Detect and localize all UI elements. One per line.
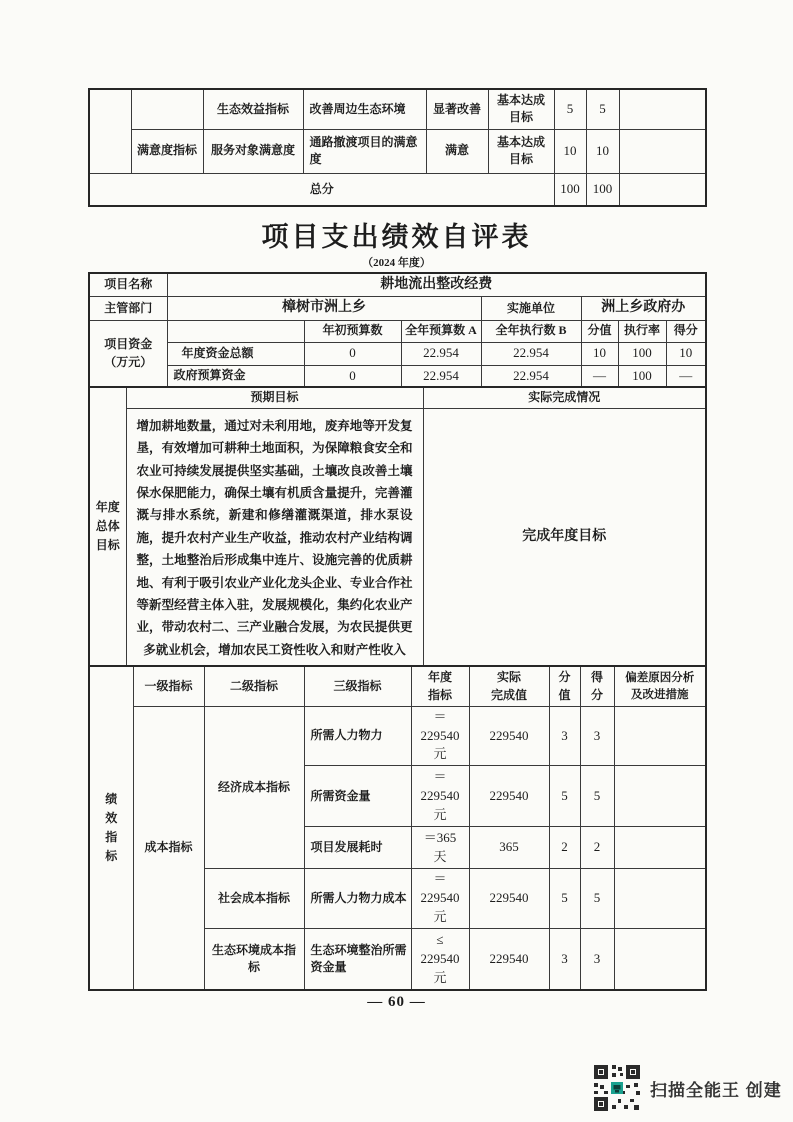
col-points: 得分: [666, 320, 706, 342]
indicator-row: [89, 706, 706, 766]
cell-funds-sub-blank: [167, 320, 304, 342]
col-expected-goal: 预期目标: [126, 387, 423, 408]
cell-deviation: [614, 869, 706, 929]
page-subtitle: （2024 年度）: [362, 257, 431, 269]
cell-level2: 社会成本指标: [204, 869, 304, 929]
cell-score: 5: [549, 869, 580, 929]
cell-total-points: 100: [586, 173, 619, 206]
cell-level3: 生态效益指标: [203, 89, 303, 129]
cell-level3: 所需资金量: [304, 766, 411, 827]
cell-impl: 洲上乡政府办: [581, 297, 706, 320]
col-exec-rate: 执行率: [618, 320, 666, 342]
cell-project-name-label: 项目名称: [89, 273, 167, 297]
goal-header-row: [89, 387, 706, 408]
cell-annual-indicator: ＝365 天: [411, 827, 469, 869]
funds-header-row: [89, 320, 706, 342]
cell-level3: 所需人力物力成本: [304, 869, 411, 929]
indicators-header-row: [89, 666, 706, 706]
cell-actual-value: 229540: [469, 706, 549, 766]
cell-executed: 22.954: [481, 365, 581, 387]
cell-total-deviation: [619, 173, 706, 206]
cell-deviation: [614, 766, 706, 827]
col-level2: 二级指标: [204, 666, 304, 706]
cell-level2-blank: [131, 89, 203, 129]
cell-annual-indicator: ＝ 229540 元: [411, 766, 469, 827]
cell-rate: 100: [618, 342, 666, 365]
cell-score: 3: [549, 706, 580, 766]
cell-score: 2: [549, 827, 580, 869]
carryover-indicator-table: [88, 88, 707, 207]
cell-funds-row-label: 年度资金总额: [167, 342, 304, 365]
scanner-watermark-text: 扫描全能王 创建: [650, 1080, 782, 1100]
cell-budget: 22.954: [401, 342, 481, 365]
col-score: 分值: [581, 320, 618, 342]
col-annual-budget: 全年预算数 A: [401, 320, 481, 342]
cell-annual-value: 显著改善: [426, 89, 488, 129]
cell-level1: 成本指标: [133, 706, 204, 990]
col-annual-indicator: 年度 指标: [411, 666, 469, 706]
cell-actual-value: 基本达成目标: [488, 89, 554, 129]
cell-annual-indicator: ＝ 229540 元: [411, 706, 469, 766]
cell-points: 5: [586, 89, 619, 129]
funds-row: [89, 342, 706, 365]
project-info-section: [88, 272, 707, 388]
self-evaluation-table: [88, 272, 707, 991]
col-annual-executed: 全年执行数 B: [481, 320, 581, 342]
cell-executed: 22.954: [481, 342, 581, 365]
cell-deviation: [619, 129, 706, 173]
col-initial-budget: 年初预算数: [304, 320, 401, 342]
cell-level3: 项目发展耗时: [304, 827, 411, 869]
cell-budget: 22.954: [401, 365, 481, 387]
cell-actual-value: 365: [469, 827, 549, 869]
col-actual-completion: 实际完成情况: [423, 387, 706, 408]
cell-project-name: 耕地流出整改经费: [167, 273, 706, 297]
cell-deviation: [619, 89, 706, 129]
cell-indicators-side-label: [89, 666, 133, 990]
qr-code-icon: [594, 1065, 640, 1111]
cell-indicator: 改善周边生态环境: [303, 89, 426, 129]
cell-annual-indicator: ＝ 229540 元: [411, 869, 469, 929]
cell-total-label: 总分: [89, 173, 554, 206]
cell-deviation: [614, 706, 706, 766]
cell-actual-value: 229540: [469, 766, 549, 827]
cell-dept-label: 主管部门: [89, 297, 167, 320]
page-title: 项目支出绩效自评表: [261, 222, 532, 252]
annual-goal-section: [88, 386, 707, 667]
cell-level3: 所需人力物力: [304, 706, 411, 766]
cell-points: 10: [666, 342, 706, 365]
cell-points: 10: [586, 129, 619, 173]
table-row: [89, 297, 706, 320]
col-actual-value: 实际 完成值: [469, 666, 549, 706]
cell-annual-value: 满意: [426, 129, 488, 173]
cell-level2: 生态环境成本指标: [204, 928, 304, 990]
col-points: 得 分: [580, 666, 614, 706]
cell-score: 3: [549, 928, 580, 990]
cell-indicator: 通路撤渡项目的满意度: [303, 129, 426, 173]
cell-points: 3: [580, 928, 614, 990]
funds-row: [89, 365, 706, 387]
cell-actual-completion-text: 完成年度目标: [423, 408, 706, 666]
cell-initial: 0: [304, 342, 401, 365]
goal-side-label-text: 年度总体目标: [95, 500, 120, 553]
cell-goal-side-label: [89, 387, 126, 666]
indicators-section: [88, 665, 707, 991]
cell-rate: 100: [618, 365, 666, 387]
cell-points: 5: [580, 766, 614, 827]
cell-annual-indicator: ≤ 229540 元: [411, 928, 469, 990]
col-level1: 一级指标: [133, 666, 204, 706]
cell-actual-value: 229540: [469, 928, 549, 990]
cell-level2: 经济成本指标: [204, 706, 304, 869]
cell-score: 10: [554, 129, 586, 173]
cell-impl-label: 实施单位: [481, 297, 581, 320]
cell-score: 5: [554, 89, 586, 129]
cell-level2: 满意度指标: [131, 129, 203, 173]
cell-expected-goal-text: 增加耕地数量，通过对未利用地，废弃地等开发复垦，有效增加可耕种土地面积，为保障粮食安全和农业可持续发展提供坚实基础，土壤改良改善土壤保水保肥能力，确保土壤有机质含量提升，完善灌溉与排水系统，新建和修缮灌溉渠道，排水泵设施，提升农村产业生产收益，推动农村产业结构调整，土地整治后形成集中连片、设施完善的优质耕地、有利于吸引农业产业化龙头企业、专业合作社等新型经营主体入驻，发展规模化，集约化农业产业，带动农村二、三产业融合发展，为农民提供更多就业机会，增加农民工资性收入和财产性收入: [126, 408, 423, 666]
cell-points: 5: [580, 869, 614, 929]
scanner-watermark: [594, 1064, 782, 1112]
cell-dept: 樟树市洲上乡: [167, 297, 481, 320]
goal-content-row: [89, 408, 706, 666]
col-score: 分 值: [549, 666, 580, 706]
cell-score: —: [581, 365, 618, 387]
col-deviation: 偏差原因分析 及改进措施: [614, 666, 706, 706]
table-row: [89, 89, 706, 129]
cell-score: 5: [549, 766, 580, 827]
table-row: [89, 129, 706, 173]
cell-actual-value: 基本达成目标: [488, 129, 554, 173]
cell-level3: 服务对象满意度: [203, 129, 303, 173]
cell-points: —: [666, 365, 706, 387]
cell-actual-value: 229540: [469, 869, 549, 929]
cell-score: 10: [581, 342, 618, 365]
cell-deviation: [614, 928, 706, 990]
cell-side-blank: [89, 89, 131, 173]
col-level3: 三级指标: [304, 666, 411, 706]
cell-deviation: [614, 827, 706, 869]
cell-total-score: 100: [554, 173, 586, 206]
table-row: [89, 273, 706, 297]
indicators-side-label-text: 绩效指标: [105, 792, 118, 864]
cell-initial: 0: [304, 365, 401, 387]
total-row: [89, 173, 706, 206]
cell-level3: 生态环境整治所需资金量: [304, 928, 411, 990]
cell-points: 2: [580, 827, 614, 869]
page-number: — 60 —: [367, 994, 426, 1010]
cell-funds-row-label: 政府预算资金: [167, 365, 304, 387]
cell-points: 3: [580, 706, 614, 766]
cell-funds-label: 项目资金 （万元）: [89, 320, 167, 387]
